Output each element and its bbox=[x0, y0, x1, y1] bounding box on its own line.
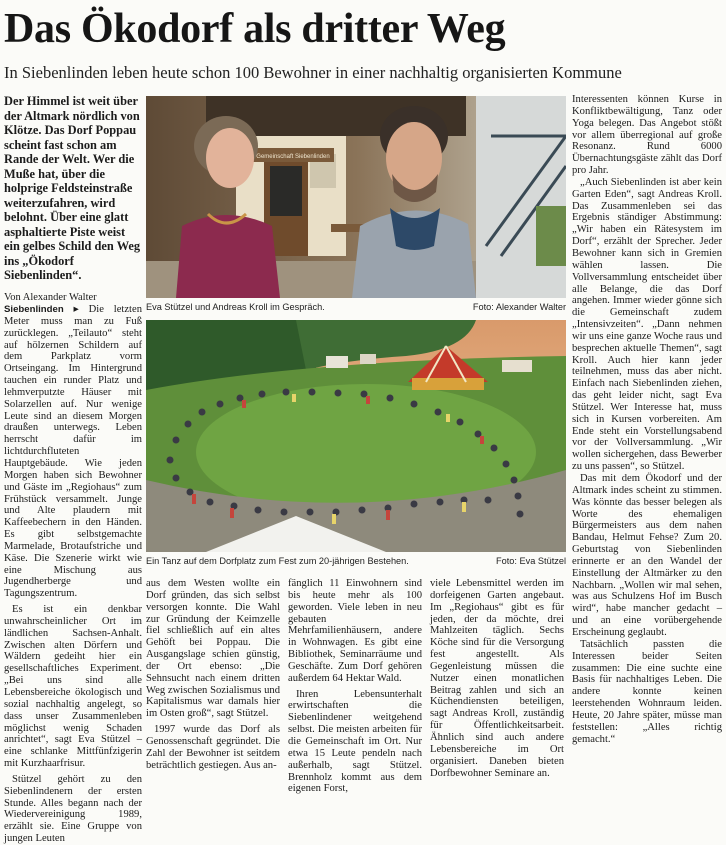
column-5-paragraph-1: Interessenten können Kurse in Konfliktbewältigung, Tanz oder Yoga belegen. Das Angebot stößt vor allem überregional auf große Resonanz. Rund 6000 Übernachtungsgäste zählt das Dorf pro Jahr. bbox=[572, 94, 722, 177]
photo-dance-image bbox=[146, 320, 566, 552]
column-2 bbox=[146, 578, 280, 772]
column-4 bbox=[430, 578, 564, 779]
byline: Von Alexander Walter bbox=[4, 292, 97, 303]
column-2-paragraph-1: aus dem Westen wollte ein Dorf gründen, das sich selbst versorgen konnte. Die Wahl zur Gründung der Keimzelle fiel schließlich auf ein altes Gehöft bei Poppau. Die Ausgangslage schien günstig, der Ort ebenso: „Die Sehnsucht nach einem dritten Weg zwischen Sozialismus und Kapitalismus war damals hier im Osten groß“, sagt Stützel. bbox=[146, 578, 280, 720]
column-4-paragraph-1: viele Lebensmittel werden im dorfeigenen Garten angebaut. Im „Regiohaus“ gibt es für jeden, der da möchte, drei Mahlzeiten täglich. Sechs Köche sind für die Versorgung fest angestellt. Als Gegenleistung müssen die Nutzer einen monatlichen Beitrag zahlen und sich an Küchendiensten beteiligen, sagt Andreas Kroll, zuständig für Öffentlichkeitsarbeit. Ähnlich sind auch andere Lebensbereiche im Ort organisiert. Daneben bieten Dorfbewohner Seminare an. bbox=[430, 578, 564, 779]
column-2-paragraph-2: 1997 wurde das Dorf als Genossenschaft gegründet. Die Zahl der Bewohner ist seitdem beträchtlich gestiegen. Aus an- bbox=[146, 724, 280, 771]
column-1-paragraph-2: Es ist ein denkbar unwahrscheinlicher Ort im ländlichen Sachsen-Anhalt. Zwischen alten Dörfern und Wäldern gedeiht hier ein gesellschaftliches Experiment. „Bei uns sind alle Lebensbereiche ökologisch und sozial nachhaltig angelegt, so dass unser Zusammenleben möglichst wenig Schaden anrichtet“, sagt Eva Stützel – eine schlanke Mittfünfzigerin mit Kurzhaarfrisur. bbox=[4, 604, 142, 770]
column-1-text-1: Die letzten Meter muss man zu Fuß zurücklegen. „Teilauto“ steht auf hölzernen Schildern auf dem Parkplatz vorm Ortseingang. Im Hintergrund tauchen ein runder Platz und lehmverputzte Häuser mit Solarzellen auf. Nur wenige Leute sind an diesem Morgen draußen unterwegs. Leben herrscht dafür im lichtdurchfluteten Hauptgebäude. Wie jeden Morgen haben sich Bewohner und Gäste im „Regiohaus“ zum Frühstück versammelt. Junge und Alte plaudern mit Kaffeebechern in den Händen. Es gibt selbstgemachte Marmelade, Brotaufstriche und Käse. Die Szenerie wirkt wie eine Mischung aus Jugendherberge und Tagungszentrum. bbox=[4, 304, 142, 600]
photo-interview-caption-row bbox=[146, 302, 566, 313]
photo-dance-caption-row bbox=[146, 556, 566, 567]
column-5-paragraph-4: Tatsächlich passten die Interessen beider Seiten zusammen: Die eine suchte eine Basis für nachhaltiges Leben. Die andere konnte keinen leerstehenden Wohnraum leiden. Heute, 20 Jahre später, müsse man feststellen: „Alles richtig gemacht.“ bbox=[572, 638, 722, 745]
photo-sign-text: Gemeinschaft Siebenlinden bbox=[256, 154, 330, 160]
column-1 bbox=[4, 292, 142, 845]
headline: Das Ökodorf als dritter Weg bbox=[4, 6, 506, 52]
column-1-paragraph-3: Stützel gehört zu den Siebenlindenern der ersten Stunde. Alles begann nach der Wiedervereinigung 1989, erzählt sie. Eine Gruppe von jungen Leuten bbox=[4, 773, 142, 845]
column-3-paragraph-1: fänglich 11 Einwohnern sind bis heute mehr als 100 geworden. Viele leben in neu gebauten Mehrfamilienhäusern, andere in Wohnwagen. Es gibt eine Bibliothek, Seminarräume und Geschäfte. Zum Dorf gehören außerdem 64 Hektar Wald. bbox=[288, 578, 422, 684]
subhead: In Siebenlinden leben heute schon 100 Bewohner in einer nachhaltig organisierten Kommune bbox=[4, 63, 622, 82]
photo-interview-caption: Eva Stützel und Andreas Kroll im Gespräch. bbox=[146, 302, 325, 312]
column-5 bbox=[572, 94, 722, 745]
column-5-paragraph-3: Das mit dem Ökodorf und der Altmark indes scheint zu stimmen. Was könnte das besser belegen als Worte des ehemaligen Bürgermeisters aus dem nahen Bandau, Helmut Fehse? Zum 20. Geburtstag von Siebenlinden erinnerte er an den Wandel der Einstellung der Altmärker zu den Nachbarn. „Wollen wir mal sehen, was aus Schulzens Hof im Busch wird“, habe mancher gedacht – und an eine vorübergehende Erscheinung geglaubt. bbox=[572, 473, 722, 638]
dateline: Siebenlinden bbox=[4, 304, 64, 315]
column-3 bbox=[288, 578, 422, 795]
photo-interview-credit: Foto: Alexander Walter bbox=[472, 302, 566, 312]
photo-dance-caption: Ein Tanz auf dem Dorfplatz zum Fest zum 20-jährigen Bestehen. bbox=[146, 556, 409, 566]
column-5-paragraph-2: „Auch Siebenlinden ist aber kein Garten Eden“, sagt Andreas Kroll. Das Zusammenleben sei das Ergebnis ständiger Abstimmung: „Wir haben ein Rätesystem im Dorf“, erzählt der Sprecher. Jeder Bewohner kann sich in Gremien wählen lassen. Die Vollversammlung entscheidet über alle Belange, die das Dorf angehen. Immer wieder gönne sich die Gemeinschaft zudem „Intensivzeiten“. „Dann nehmen wir uns eine ganze Woche raus und besprechen aktuelle Themen“, sagt Kroll. Auch hier kann jeder teilnehmen, muss das aber nicht. Einfach nach Siebenlinden ziehen, das geht leider nicht, sagt Eva Stützel. Wer Interesse hat, muss sich in Kursen vorbereiten. Am Ende steht ein Vorstellungsabend vor der Vollversammlung. „Wir wollen sichergehen, dass Bewerber zu uns passen“, so Stützel. bbox=[572, 176, 722, 473]
intro-paragraph: Der Himmel ist weit über der Altmark nördlich von Klötze. Das Dorf Poppau scheint fast schon am Rande der Welt. Wer die Muße hat, über die holprige Feldsteinstraße weiterzufahren, wird belohnt. Über eine glatt asphaltierte Piste weist ein gelbes Schild den Weg ins „Ökodorf Siebenlinden“. bbox=[4, 94, 141, 282]
photo-dance bbox=[146, 320, 566, 552]
photo-interview-image bbox=[146, 96, 566, 298]
photo-interview bbox=[146, 96, 566, 298]
column-1-paragraph-1: Siebenlinden ▸ Die letzten Meter muss man zu Fuß zurücklegen. „Teilauto“ steht auf hölzernen Schildern auf dem Parkplatz vorm Ortseingang. Im Hintergrund tauchen ein runder Platz und lehmverputzte Häuser mit Solarzellen auf. Nur wenige Leute sind an diesem Morgen draußen unterwegs. Leben herrscht dafür im lichtdurchfluteten Hauptgebäude. Wie jeden Morgen haben sich Bewohner und Gäste im „Regiohaus“ zum Frühstück versammelt. Junge und Alte plaudern mit Kaffeebechern in den Händen. Es gibt selbstgemachte Marmelade, Brotaufstriche und Käse. Die Szenerie wirkt wie eine Mischung aus Jugendherberge und Tagungszentrum. bbox=[4, 304, 142, 600]
photo-dance-credit: Foto: Eva Stützel bbox=[496, 556, 566, 566]
column-3-paragraph-2: Ihren Lebensunterhalt erwirtschaften die Siebenlindener weitgehend selbst. Die meisten arbeiten für die Gemeinschaft im Ort. Nur etwa 15 Leute pendeln nach außerhalb, sagt Stützel. Brennholz kommt aus dem eigenen Forst, bbox=[288, 688, 422, 795]
